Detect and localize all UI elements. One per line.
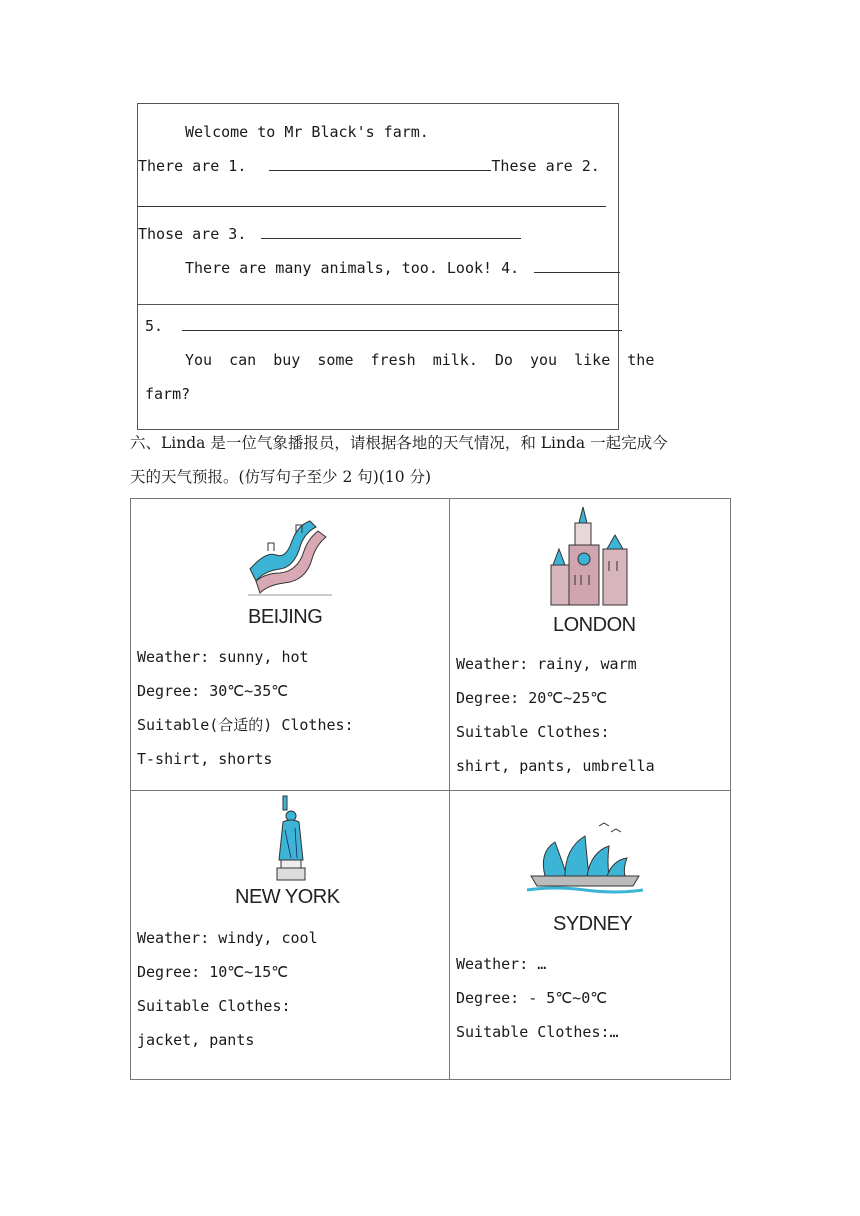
clothes-label-london: Suitable Clothes:: [456, 723, 610, 741]
answer-blank-4[interactable]: [534, 258, 620, 273]
farm-line-5: [145, 316, 622, 336]
farm-line-3: [138, 224, 521, 244]
opera-house-icon: [525, 818, 645, 904]
farm-line-4-text: There are many animals, too. Look! 4.: [185, 259, 520, 277]
farm-line-2b: These are 2.: [491, 157, 600, 175]
clothes-label-beijing: Suitable(合适的) Clothes:: [137, 716, 354, 734]
farm-line-6: You can buy some fresh milk. Do you like the: [185, 351, 655, 369]
weather-sydney: Weather: …: [456, 955, 547, 973]
farm-box-divider: [138, 304, 618, 305]
city-cell-london: [449, 499, 732, 790]
farm-line-1: Welcome to Mr Black's farm.: [185, 123, 429, 141]
degree-london: Degree: 20℃~25℃: [456, 689, 608, 707]
answer-blank-2[interactable]: [138, 192, 606, 207]
answer-blank-3[interactable]: [261, 224, 521, 239]
city-name-new-york: NEW YORK: [235, 886, 340, 908]
city-cell-beijing: [131, 499, 449, 790]
answer-blank-5[interactable]: [182, 316, 622, 331]
farm-passage-box: [137, 103, 655, 430]
weather-london: Weather: rainy, warm: [456, 655, 637, 673]
city-name-sydney: SYDNEY: [553, 913, 633, 935]
section-title-line-2: 天的天气预报。(仿写句子至少 2 句)(10 分): [130, 468, 432, 486]
city-cell-new-york: [131, 790, 449, 1081]
clothes-london: shirt, pants, umbrella: [456, 757, 655, 775]
clothes-label-sydney: Suitable Clothes:…: [456, 1023, 619, 1041]
city-name-beijing: BEIJING: [248, 606, 323, 628]
degree-sydney: Degree: - 5℃~0℃: [456, 989, 608, 1007]
degree-beijing: Degree: 30℃~35℃: [137, 682, 289, 700]
weather-beijing: Weather: sunny, hot: [137, 648, 309, 666]
clothes-new-york: jacket, pants: [137, 1031, 255, 1049]
weather-new-york: Weather: windy, cool: [137, 929, 318, 947]
farm-line-2: [138, 156, 600, 176]
farm-line-5-text: 5.: [145, 317, 164, 335]
weather-table: [130, 498, 731, 1080]
statue-of-liberty-icon: [271, 794, 311, 882]
farm-line-4: [185, 258, 620, 278]
section-title-line-1: 六、Linda 是一位气象播报员，请根据各地的天气情况，和 Linda 一起完成今: [130, 434, 668, 452]
clothes-label-new-york: Suitable Clothes:: [137, 997, 291, 1015]
london-tower-icon: [545, 505, 637, 609]
great-wall-icon: [246, 511, 334, 599]
farm-line-2-continuation: [138, 192, 606, 212]
farm-line-2a: There are 1.: [138, 157, 247, 175]
farm-line-7: farm?: [145, 385, 191, 403]
answer-blank-1[interactable]: [269, 156, 491, 171]
city-cell-sydney: [449, 790, 732, 1081]
farm-line-3-text: Those are 3.: [138, 225, 247, 243]
city-name-london: LONDON: [553, 614, 636, 636]
degree-new-york: Degree: 10℃~15℃: [137, 963, 289, 981]
clothes-beijing: T-shirt, shorts: [137, 750, 273, 768]
